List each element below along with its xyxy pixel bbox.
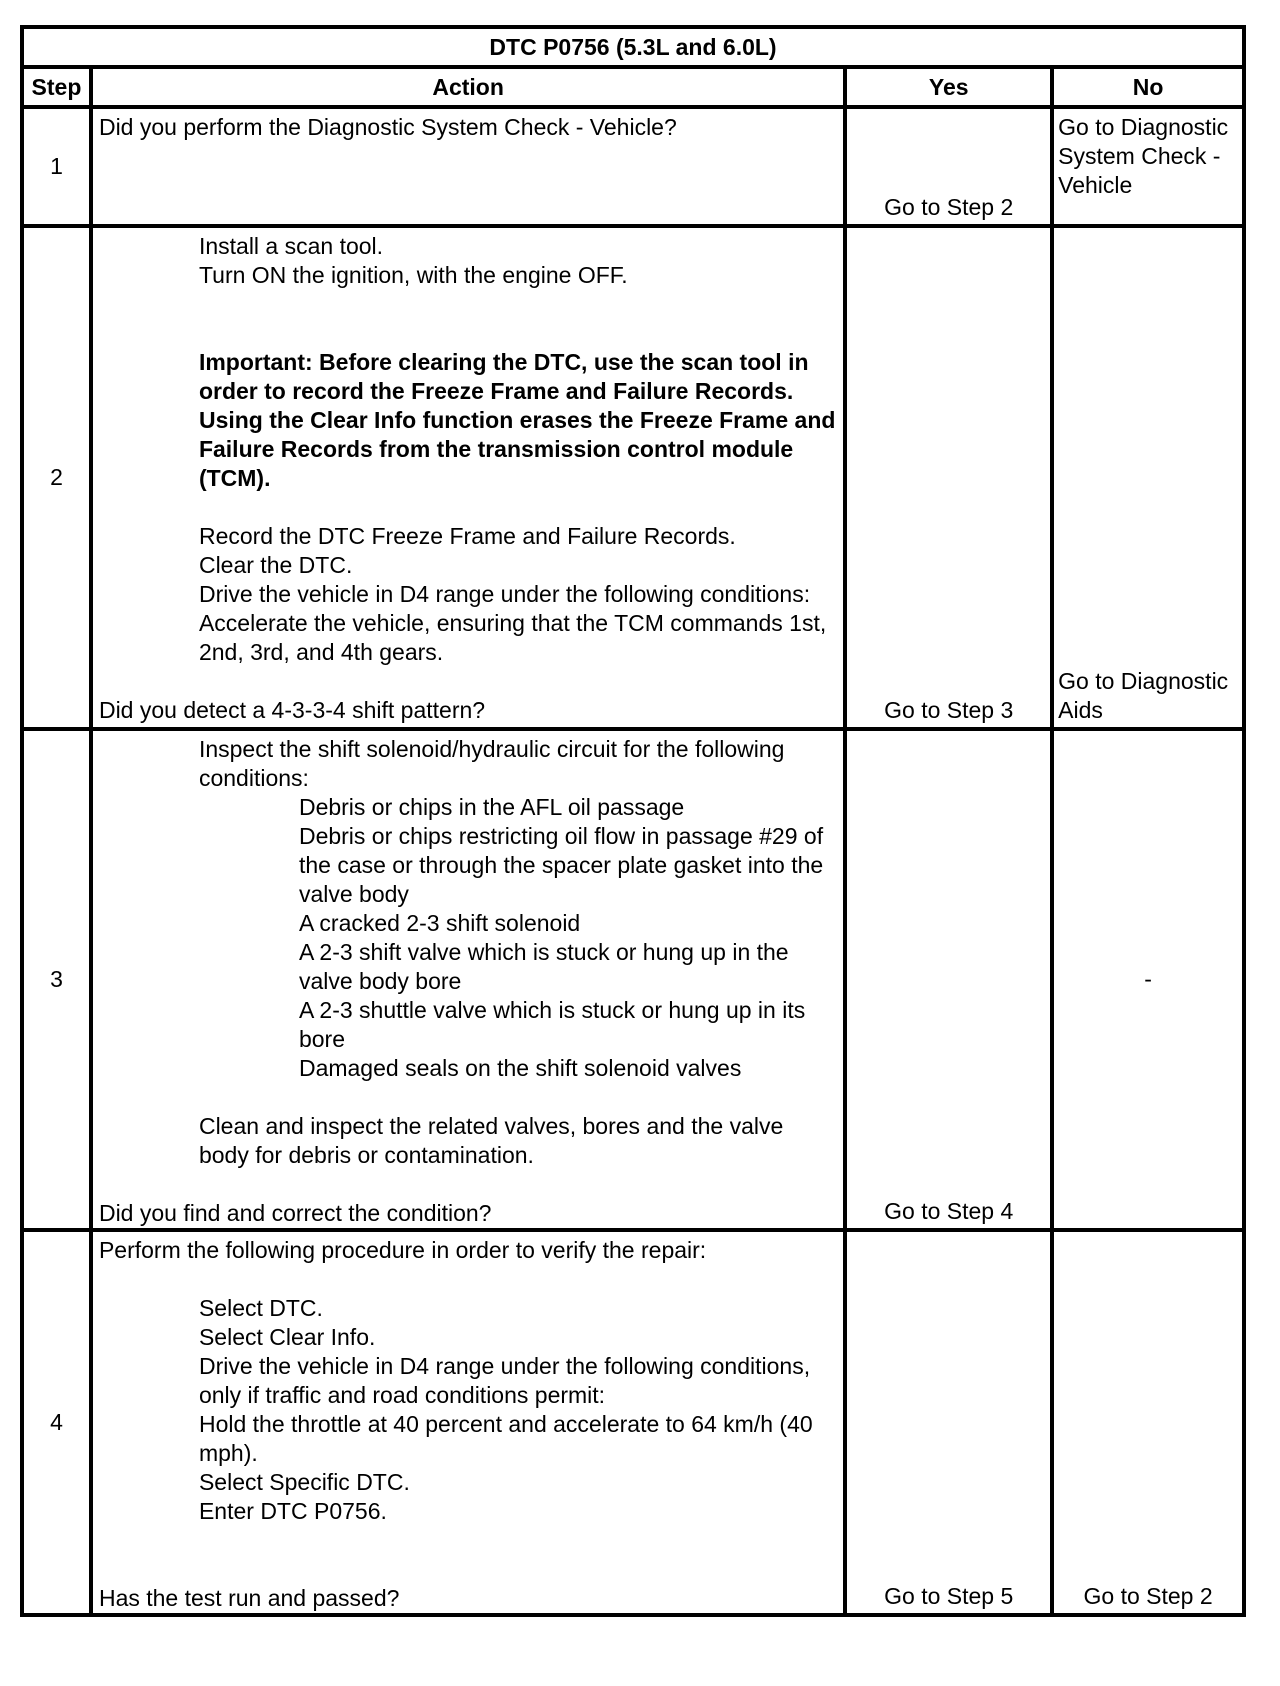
instruction-line: Accelerate the vehicle, ensuring that the TCM commands 1st, 2nd, 3rd, and 4th gears. — [198, 610, 827, 665]
step-question: Has the test run and passed? — [98, 1585, 400, 1611]
step-number: 2 — [22, 226, 91, 729]
instruction-line: Install a scan tool. — [198, 233, 384, 259]
important-note: Important: Before clearing the DTC, use the scan tool in order to record the Freeze Frame and Failure Records. Using the Clear Info function erases the Freeze Frame and Failure Records from the transmission control module (TCM). — [198, 349, 836, 491]
instruction-line: Enter DTC P0756. — [198, 1498, 387, 1524]
table-title: DTC P0756 (5.3L and 6.0L) — [22, 27, 1244, 67]
instruction-line: Clear the DTC. — [198, 552, 353, 578]
step-question: Did you detect a 4-3-3-4 shift pattern? — [98, 697, 486, 723]
table-row — [22, 107, 1244, 226]
instruction-line: Select Clear Info. — [198, 1324, 376, 1350]
table-row — [22, 226, 1244, 729]
header-step: Step — [22, 67, 91, 107]
header-no: No — [1052, 67, 1244, 107]
yes-link[interactable]: Go to Step 2 — [845, 107, 1052, 226]
yes-link[interactable]: Go to Step 4 — [845, 729, 1052, 1230]
table-row — [22, 729, 1244, 1230]
header-action: Action — [91, 67, 845, 107]
no-link[interactable]: Go to Step 2 — [1052, 1230, 1244, 1615]
instruction-line: Clean and inspect the related valves, bores and the valve body for debris or contamination. — [198, 1113, 784, 1168]
condition-item: A 2-3 shift valve which is stuck or hung up in the valve body bore — [298, 939, 789, 994]
yes-link[interactable]: Go to Step 3 — [845, 226, 1052, 729]
action-cell — [91, 226, 845, 729]
step-number: 4 — [22, 1230, 91, 1615]
action-cell — [91, 729, 845, 1230]
no-value: - — [1052, 729, 1244, 1230]
instruction-line: Perform the following procedure in order to verify the repair: — [98, 1237, 707, 1263]
no-link[interactable]: Go to Diagnostic System Check - Vehicle — [1052, 107, 1244, 226]
instruction-line: Inspect the shift solenoid/hydraulic circuit for the following conditions: — [198, 736, 785, 791]
step-question: Did you find and correct the condition? — [98, 1200, 492, 1226]
action-cell — [91, 1230, 845, 1615]
instruction-line: Hold the throttle at 40 percent and accelerate to 64 km/h (40 mph). — [198, 1411, 813, 1466]
step-number: 3 — [22, 729, 91, 1230]
condition-item: Debris or chips restricting oil flow in passage #29 of the case or through the spacer plate gasket into the valve body — [298, 823, 824, 907]
header-yes: Yes — [845, 67, 1052, 107]
yes-link[interactable]: Go to Step 5 — [845, 1230, 1052, 1615]
step-number: 1 — [22, 107, 91, 226]
step-question: Did you perform the Diagnostic System Check - Vehicle? — [98, 114, 677, 140]
instruction-line: Select Specific DTC. — [198, 1469, 410, 1495]
no-link[interactable]: Go to Diagnostic Aids — [1052, 226, 1244, 729]
condition-item: Debris or chips in the AFL oil passage — [298, 794, 685, 820]
instruction-line: Drive the vehicle in D4 range under the following conditions, only if traffic and road conditions permit: — [198, 1353, 811, 1408]
instruction-line: Record the DTC Freeze Frame and Failure Records. — [198, 523, 736, 549]
instruction-line: Drive the vehicle in D4 range under the following conditions: — [198, 581, 811, 607]
instruction-line: Turn ON the ignition, with the engine OFF. — [198, 262, 628, 288]
action-cell — [91, 107, 845, 226]
instruction-line: Select DTC. — [198, 1295, 323, 1321]
dtc-table — [20, 25, 1246, 1617]
condition-item: Damaged seals on the shift solenoid valves — [298, 1055, 742, 1081]
table-row — [22, 1230, 1244, 1615]
condition-item: A cracked 2-3 shift solenoid — [298, 910, 581, 936]
condition-item: A 2-3 shuttle valve which is stuck or hung up in its bore — [298, 997, 806, 1052]
